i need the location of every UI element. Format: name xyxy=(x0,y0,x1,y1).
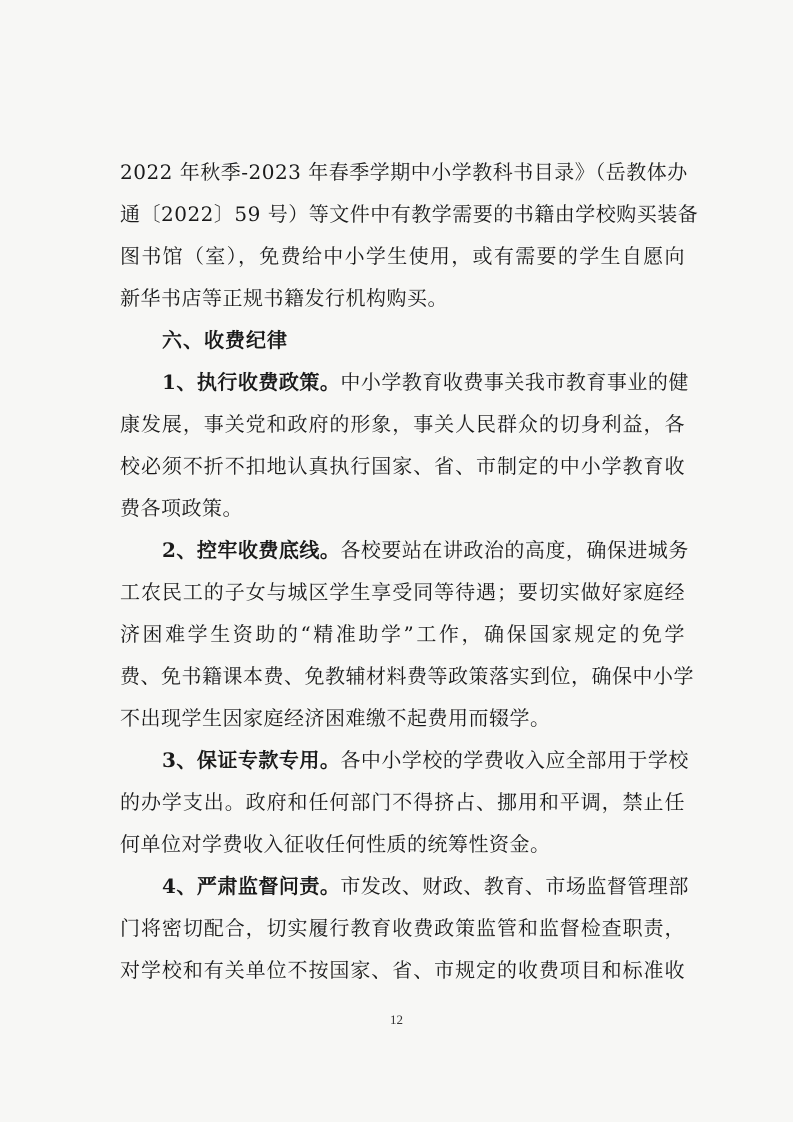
paragraph-line: 门将密切配合，切实履行教育收费政策监管和监督检查职责， xyxy=(120,916,685,940)
section-heading: 六、收费纪律 xyxy=(162,328,288,352)
paragraph-line: 的办学支出。政府和任何部门不得挤占、挪用和平调，禁止任 xyxy=(120,790,685,814)
page-number: 12 xyxy=(390,1012,403,1027)
paragraph-line: 2022 年秋季-2023 年春季学期中小学教科书目录》（岳教体办 xyxy=(120,160,688,184)
item-text: 市发改、财政、教育、市场监督管理部 xyxy=(340,874,689,898)
item-text: 各校要站在讲政治的高度，确保进城务 xyxy=(340,538,689,562)
paragraph-line: 康发展，事关党和政府的形象，事关人民群众的切身利益，各 xyxy=(120,412,685,436)
paragraph-line: 不出现学生因家庭经济困难缴不起费用而辍学。 xyxy=(120,706,551,730)
paragraph-line: 费各项政策。 xyxy=(120,496,243,520)
item-title: 4、严肃监督问责。 xyxy=(162,874,341,898)
item-first-line xyxy=(162,748,689,772)
item-first-line xyxy=(162,538,689,562)
paragraph-line: 何单位对学费收入征收任何性质的统筹性资金。 xyxy=(120,832,551,856)
paragraph-line: 费、免书籍课本费、免教辅材料费等政策落实到位，确保中小学 xyxy=(120,664,694,688)
item-first-line xyxy=(162,370,689,394)
item-title: 3、保证专款专用。 xyxy=(162,748,341,772)
paragraph-line: 济困难学生资助的“精准助学”工作，确保国家规定的免学 xyxy=(120,622,685,646)
paragraph-line: 对学校和有关单位不按国家、省、市规定的收费项目和标准收 xyxy=(120,958,685,982)
paragraph-line: 新华书店等正规书籍发行机构购买。 xyxy=(120,286,448,310)
paragraph-line: 工农民工的子女与城区学生享受同等待遇；要切实做好家庭经 xyxy=(120,580,685,604)
paragraph-line: 通〔2022〕59 号）等文件中有教学需要的书籍由学校购买装备 xyxy=(120,202,699,226)
item-text: 中小学教育收费事关我市教育事业的健 xyxy=(340,370,689,394)
item-title: 1、执行收费政策。 xyxy=(162,370,341,394)
item-first-line xyxy=(162,874,689,898)
item-title: 2、控牢收费底线。 xyxy=(162,538,341,562)
paragraph-line: 图书馆（室），免费给中小学生使用，或有需要的学生自愿向 xyxy=(120,244,685,268)
paragraph-line: 校必须不折不扣地认真执行国家、省、市制定的中小学教育收 xyxy=(120,454,685,478)
item-text: 各中小学校的学费收入应全部用于学校 xyxy=(340,748,689,772)
